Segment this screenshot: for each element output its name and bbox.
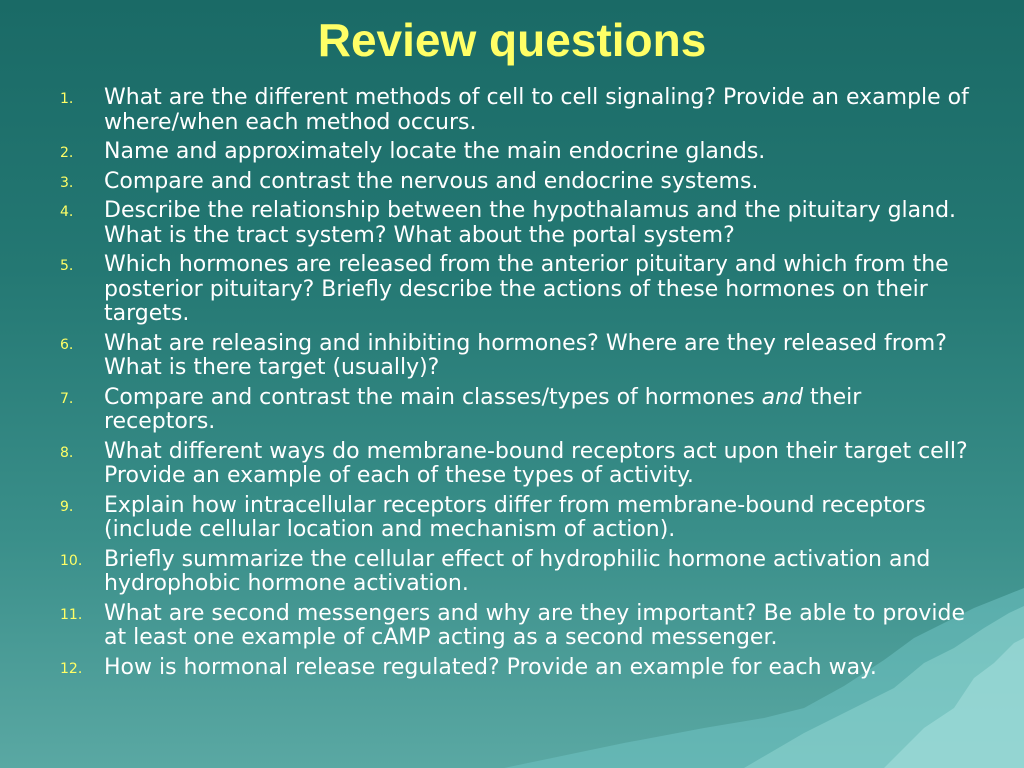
item-text: [104, 385, 861, 435]
item-text: What are the different methods of cell to cell signaling? Provide an example of where/when each method occurs.: [104, 85, 969, 135]
item-number: 12.: [60, 660, 83, 677]
slide-title: Review questions: [317, 14, 707, 66]
list-item: [60, 170, 970, 195]
item-number: 3.: [60, 174, 74, 191]
list-item: [60, 332, 970, 381]
list-item: [60, 440, 970, 489]
item-number: 1.: [60, 91, 74, 107]
item-number: 2.: [60, 145, 74, 161]
item-text-part: Compare and contrast the main classes/types of hormones: [104, 384, 762, 410]
list-item: [60, 548, 970, 597]
item-text: Briefly summarize the cellular effect of hydrophilic hormone activation and hydrophobic hormone activation.: [104, 546, 931, 596]
item-text: What are second messengers and why are they important? Be able to provide at least one example of cAMP acting as a second messenger.: [104, 600, 965, 650]
item-text: How is hormonal release regulated? Provide an example for each way.: [104, 654, 877, 680]
list-item: [60, 140, 970, 165]
list-item: [60, 602, 970, 651]
item-number: 11.: [60, 606, 83, 623]
item-number: 8.: [60, 444, 74, 461]
item-text-part: their receptors.: [104, 384, 862, 434]
item-text-emphasis: and: [761, 384, 804, 410]
list-item: [60, 86, 970, 135]
item-number: 5.: [60, 258, 74, 274]
item-text: Compare and contrast the nervous and endocrine systems.: [104, 168, 759, 194]
item-number: 9.: [60, 498, 74, 515]
item-text: Name and approximately locate the main endocrine glands.: [104, 139, 766, 164]
review-question-list: [60, 86, 970, 685]
item-number: 10.: [60, 552, 83, 569]
item-text: Which hormones are released from the anterior pituitary and which from the posterior pituitary? Briefly describe the actions of these hormones on their targets.: [104, 252, 949, 326]
list-item: [60, 253, 970, 327]
list-item: [60, 199, 970, 248]
item-text: Explain how intracellular receptors differ from membrane-bound receptors (include cellular location and mechanism of action).: [104, 492, 926, 542]
item-number: 7.: [60, 390, 74, 407]
item-text: What are releasing and inhibiting hormones? Where are they released from? What is there target (usually)?: [104, 330, 947, 380]
item-text: What different ways do membrane-bound receptors act upon their target cell? Provide an example of each of these types of activity.: [104, 438, 968, 488]
item-number: 4.: [60, 204, 74, 220]
list-item: [60, 656, 970, 681]
item-text: Describe the relationship between the hypothalamus and the pituitary gland. What is the tract system? What about the portal system?: [104, 198, 957, 248]
list-item: [60, 494, 970, 543]
list-item: [60, 386, 970, 435]
item-number: 6.: [60, 336, 74, 353]
